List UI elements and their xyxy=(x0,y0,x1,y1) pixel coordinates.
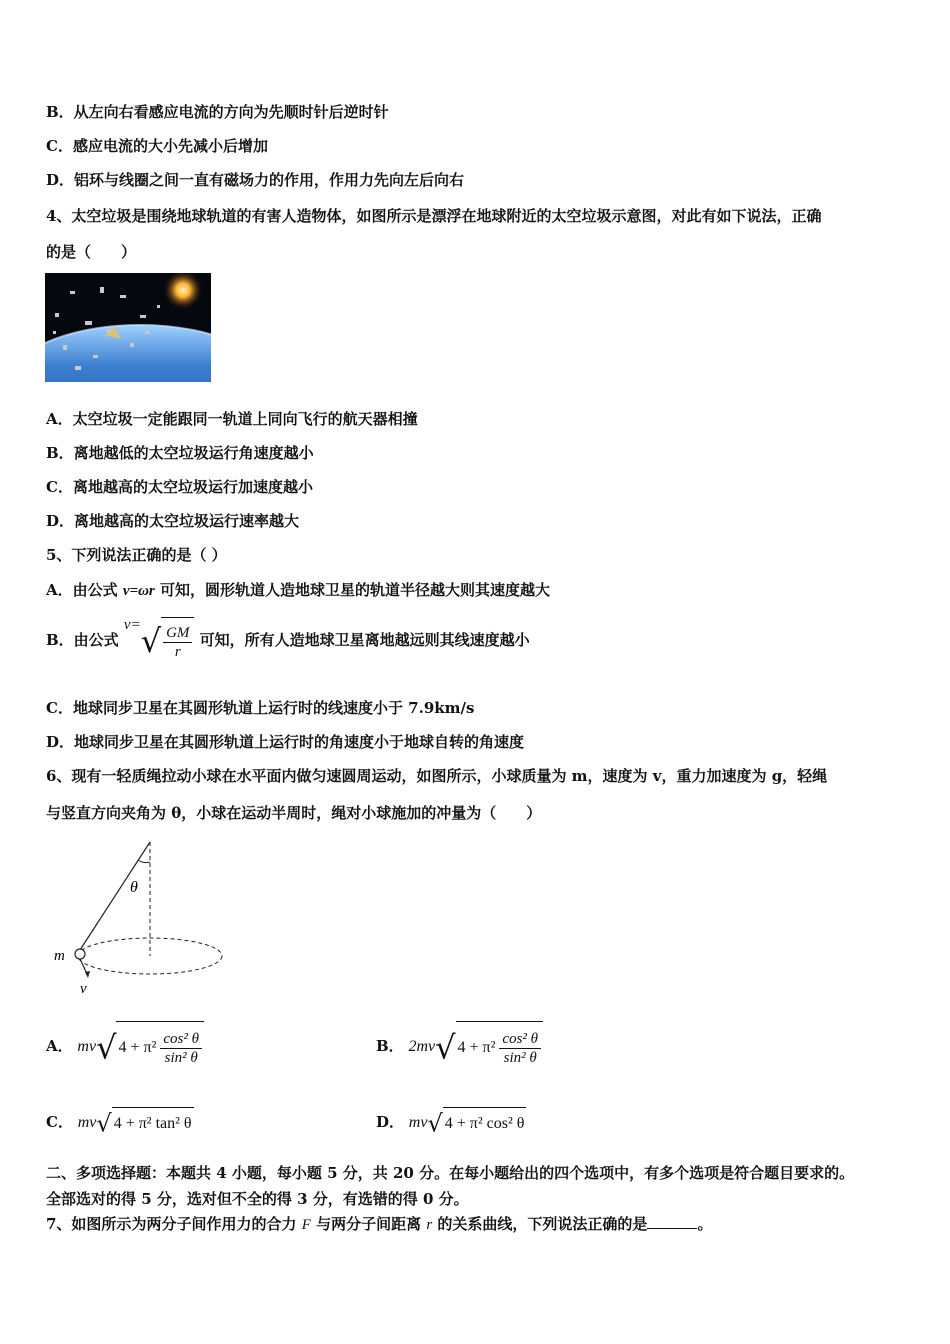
velocity-label: v xyxy=(80,981,87,996)
q6-a-radicand xyxy=(116,1021,204,1074)
q6-c-label: C． xyxy=(46,1113,73,1131)
q5-b-denominator: r xyxy=(174,644,181,660)
q5-b-v: v= xyxy=(123,617,141,633)
q6-stem-line1: 6、现有一轻质绳拉动小球在水平面内做匀速圆周运动，如图所示，小球质量为 m，速度为 v，重力加速度为 g，轻绳 xyxy=(46,767,828,785)
q4-option-d: D．离地越高的太空垃圾运行速率越大 xyxy=(46,512,300,530)
q3-option-d: D．铝环与线圈之间一直有磁场力的作用，作用力先向左后向右 xyxy=(46,171,465,189)
q7-stem-pre: 7、如图所示为两分子间作用力的合力 xyxy=(46,1215,297,1233)
theta-label: θ xyxy=(130,879,138,896)
q6-d-radicand: 4 + π² cos² θ xyxy=(443,1107,527,1140)
space-debris-image xyxy=(45,273,211,382)
q4-option-a: A．太空垃圾一定能跟同一轨道上同向飞行的航天器相撞 xyxy=(46,410,418,428)
sqrt-symbol: √ xyxy=(435,1028,456,1067)
q7-stem-mid: 与两分子间距离 xyxy=(316,1215,422,1233)
q6-a-numerator: cos² θ xyxy=(160,1030,202,1049)
section2-header-line1: 二、多项选择题：本题共 4 小题，每小题 5 分，共 20 分。在每小题给出的四个选项中，有多个选项是符合题目要求的。 xyxy=(46,1164,855,1182)
q6-b-numerator: cos² θ xyxy=(499,1030,541,1049)
q7-answer-blank[interactable] xyxy=(647,1214,697,1229)
q5-option-d: D．地球同步卫星在其圆形轨道上运行时的角速度小于地球自转的角速度 xyxy=(46,733,525,751)
q5-b-radicand xyxy=(161,617,194,666)
q3-option-b: B．从左向右看感应电流的方向为先顺时针后逆时针 xyxy=(46,103,389,121)
q7-F: F xyxy=(301,1217,311,1233)
q6-d-label: D． xyxy=(376,1113,405,1131)
q5-a-formula: v=ωr xyxy=(122,583,155,599)
q6-d-coef: mv xyxy=(408,1114,428,1131)
q5-a-suffix: 可知，圆形轨道人造地球卫星的轨道半径越大则其速度越大 xyxy=(160,581,551,599)
q6-b-coef: 2mv xyxy=(408,1038,436,1055)
q6-option-d xyxy=(376,1106,526,1138)
sqrt-symbol: √ xyxy=(140,622,162,660)
q5-b-suffix: 可知，所有人造地球卫星离地越远则其线速度越小 xyxy=(199,631,530,649)
q6-b-denominator: sin² θ xyxy=(503,1049,537,1066)
q6-option-c xyxy=(46,1106,194,1138)
q6-option-a xyxy=(46,1020,204,1072)
q6-a-denominator: sin² θ xyxy=(164,1049,198,1066)
q6-a-inner: 4 + π² xyxy=(118,1038,161,1056)
q7-stem xyxy=(46,1214,712,1235)
q6-a-coef: mv xyxy=(77,1038,97,1055)
q4-stem-line1: 4、太空垃圾是围绕地球轨道的有害人造物体，如图所示是漂浮在地球附近的太空垃圾示意图，对此有如下说法，正确 xyxy=(46,207,822,225)
q4-option-b: B．离地越低的太空垃圾运行角速度越小 xyxy=(46,444,314,462)
q5-b-numerator: GM xyxy=(163,624,192,643)
q7-r: r xyxy=(426,1217,433,1233)
q6-c-radicand: 4 + π² tan² θ xyxy=(112,1107,194,1140)
q7-end: 。 xyxy=(697,1215,713,1233)
q6-c-coef: mv xyxy=(77,1114,97,1131)
q5-option-b xyxy=(46,616,530,664)
sqrt-symbol: √ xyxy=(427,1109,443,1138)
q4-option-c: C．离地越高的太空垃圾运行加速度越小 xyxy=(46,478,313,496)
q3-option-c: C．感应电流的大小先减小后增加 xyxy=(46,137,268,155)
q6-option-b xyxy=(376,1020,543,1072)
sqrt-symbol: √ xyxy=(96,1028,117,1067)
q6-b-radicand xyxy=(456,1021,544,1074)
q5-stem: 5、下列说法正确的是（ ） xyxy=(46,546,227,564)
conical-pendulum-figure xyxy=(50,838,230,996)
q6-b-inner: 4 + π² xyxy=(457,1038,500,1056)
sqrt-symbol: √ xyxy=(96,1109,112,1138)
q5-option-c: C．地球同步卫星在其圆形轨道上运行时的线速度小于 7.9km/s xyxy=(46,699,475,717)
q6-b-label: B． xyxy=(376,1037,404,1055)
q6-stem-line2: 与竖直方向夹角为 θ，小球在运动半周时，绳对小球施加的冲量为（ ） xyxy=(46,804,542,822)
q5-option-a xyxy=(46,580,550,601)
q4-stem-line2: 的是（ ） xyxy=(46,243,137,261)
q7-stem-post: 的关系曲线，下列说法正确的是 xyxy=(437,1215,648,1233)
mass-label: m xyxy=(54,948,65,964)
q6-a-label: A． xyxy=(46,1037,73,1055)
q5-b-prefix: B．由公式 xyxy=(46,631,119,649)
q5-a-prefix: A．由公式 xyxy=(46,581,118,599)
section2-header-line2: 全部选对的得 5 分，选对但不全的得 3 分，有选错的得 0 分。 xyxy=(46,1190,469,1208)
